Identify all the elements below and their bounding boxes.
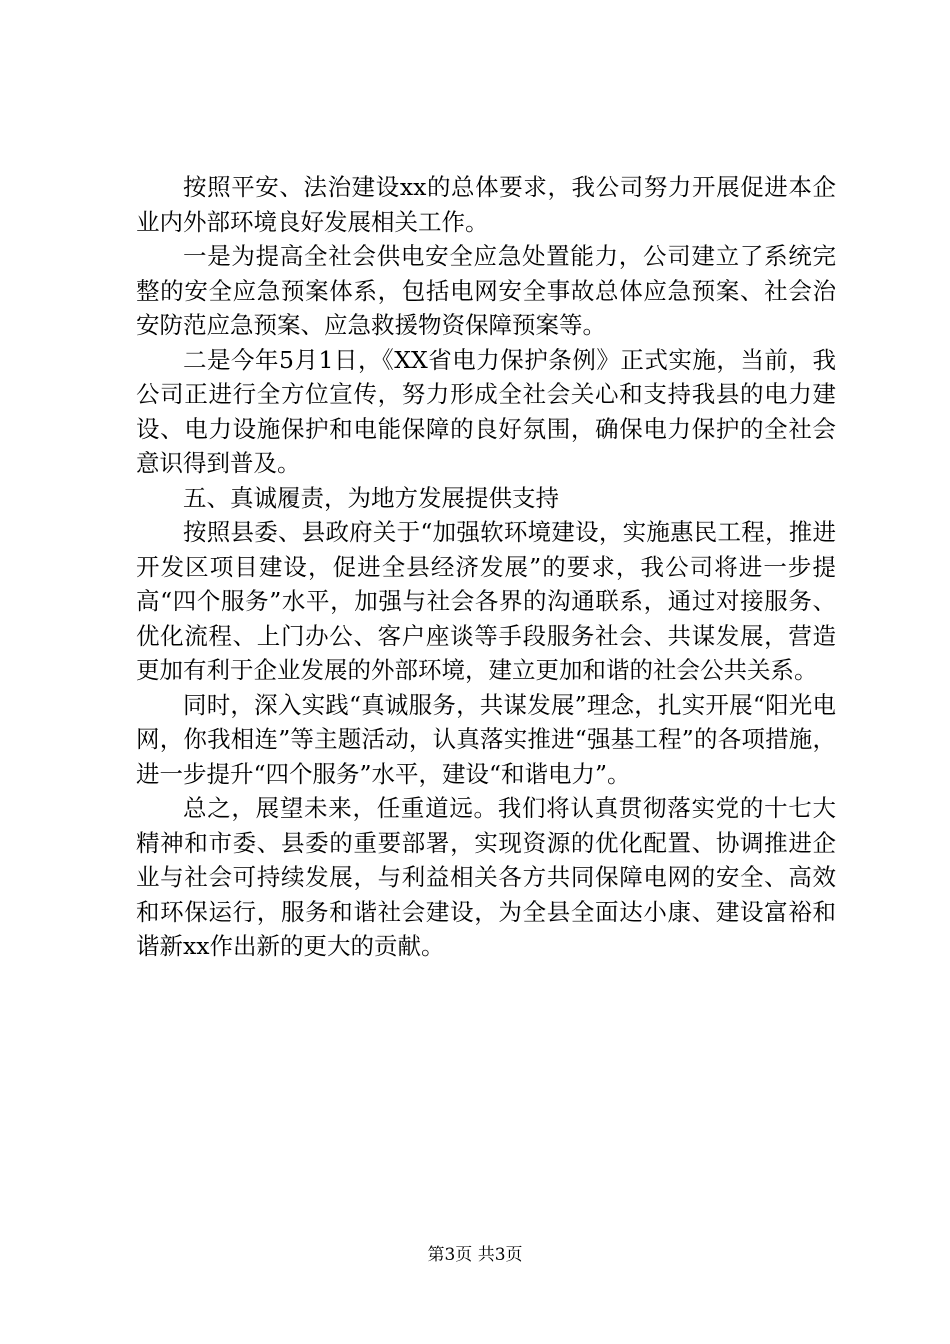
document-body [136,170,836,964]
paragraph-protection-regulation: 二是今年5月1日，《XX省电力保护条例》正式实施，当前，我公司正进行全方位宣传，努力形成全社会关心和支持我县的电力建设、电力设施保护和电能保障的良好氛围，确保电力保护的全社会意识得到普及。 [136,345,836,477]
paragraph-emergency-plan: 一是为提高全社会供电安全应急处置能力，公司建立了系统完整的安全应急预案体系，包括电网安全事故总体应急预案、社会治安防范应急预案、应急救援物资保障预案等。 [136,242,836,339]
paragraph-conclusion: 总之，展望未来，任重道远。我们将认真贯彻落实党的十七大精神和市委、县委的重要部署，实现资源的优化配置、协调推进企业与社会可持续发展，与利益相关各方共同保障电网的安全、高效和环保运行，服务和谐社会建设，为全县全面达小康、建设富裕和谐新xx作出新的更大的贡献。 [136,794,836,960]
paragraph-service-goals: 按照县委、县政府关于“加强软环境建设，实施惠民工程，推进开发区项目建设，促进全县经济发展”的要求，我公司将进一步提高“四个服务”水平，加强与社会各界的沟通联系，通过对接服务、优化流程、上门办公、客户座谈等手段服务社会、共谋发展，营造更加有利于企业发展的外部环境，建立更加和谐的社会公共关系。 [136,518,836,684]
section-heading: 五、真诚履责，为地方发展提供支持 [183,483,559,512]
page-number-footer: 第3页 共3页 [427,1245,523,1265]
paragraph-activities: 同时，深入实践“真诚服务，共谋发展”理念，扎实开展“阳光电网，你我相连”等主题活动，认真落实推进“强基工程”的各项措施，进一步提升“四个服务”水平，建设“和谐电力”。 [136,690,836,788]
paragraph-intro: 按照平安、法治建设xx的总体要求，我公司努力开展促进本企业内外部环境良好发展相关工作。 [136,173,836,236]
